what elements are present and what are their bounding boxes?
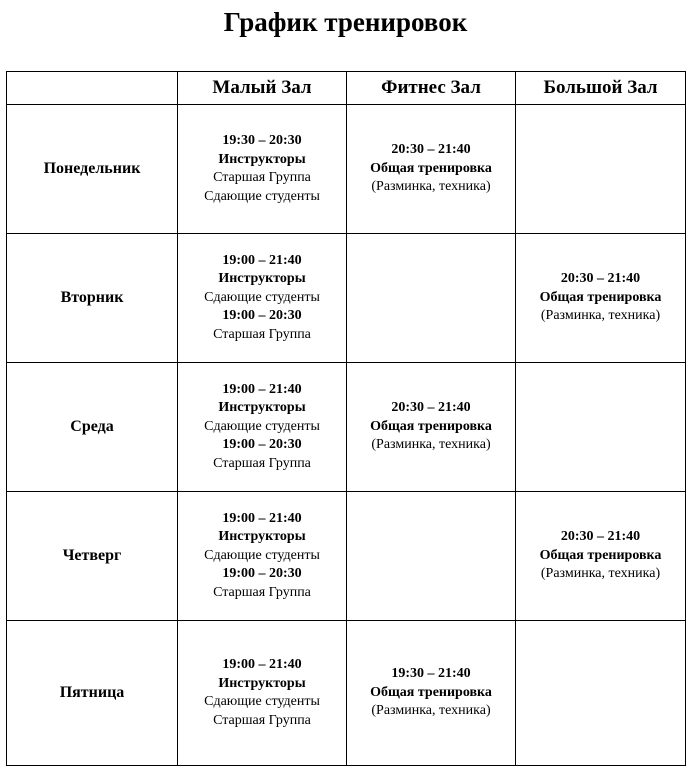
session-heading: Инструкторы	[218, 400, 306, 416]
column-header-small-hall: Малый Зал	[178, 72, 347, 105]
session-detail: Сдающие студенты	[204, 547, 320, 563]
table-row	[7, 105, 686, 234]
day-label: Вторник	[60, 289, 124, 306]
day-cell	[7, 492, 178, 621]
day-cell	[7, 621, 178, 766]
corner-cell	[7, 72, 178, 105]
schedule-cell-small-hall	[178, 234, 347, 363]
day-cell	[7, 234, 178, 363]
schedule-table	[6, 71, 686, 766]
session-heading: 19:00 – 21:40	[222, 510, 302, 526]
schedule-cell-fitness-hall	[347, 363, 516, 492]
table-row	[7, 621, 686, 766]
session-heading: 19:00 – 20:30	[222, 308, 302, 324]
session-detail: Старшая Группа	[213, 170, 311, 185]
schedule-cell-fitness-hall	[347, 105, 516, 234]
schedule-cell-small-hall	[178, 363, 347, 492]
column-header-big-hall: Большой Зал	[516, 72, 686, 105]
session-detail: Старшая Группа	[213, 455, 311, 471]
session-heading: 20:30 – 21:40	[391, 142, 471, 158]
schedule-cell-big-hall	[516, 492, 686, 621]
session-heading: Инструкторы	[218, 271, 306, 287]
table-row	[7, 234, 686, 363]
session-heading: 20:30 – 21:40	[560, 271, 641, 287]
session-heading: 19:00 – 21:40	[222, 657, 302, 672]
schedule-cell-big-hall	[516, 105, 686, 234]
session-heading: Инструкторы	[218, 151, 306, 167]
session-detail: Сдающие студенты	[204, 418, 320, 434]
schedule-cell-fitness-hall	[347, 621, 516, 766]
session-heading: 19:30 – 21:40	[391, 666, 471, 682]
session-detail: (Разминка, техника)	[371, 437, 491, 453]
session-heading: 19:00 – 21:40	[222, 252, 302, 268]
schedule-cell-fitness-hall	[347, 234, 516, 363]
schedule-cell-small-hall	[178, 621, 347, 766]
session-detail: Сдающие студенты	[204, 289, 320, 305]
session-detail: Старшая Группа	[213, 712, 311, 728]
column-header-fitness-hall: Фитнес Зал	[347, 72, 516, 105]
day-label: Понедельник	[43, 160, 141, 177]
session-heading: 19:30 – 20:30	[222, 133, 302, 148]
session-detail: Старшая Группа	[213, 584, 311, 600]
schedule-cell-small-hall	[178, 492, 347, 621]
session-heading: Общая тренировка	[539, 547, 662, 563]
session-detail: (Разминка, техника)	[540, 308, 661, 324]
table-row	[7, 363, 686, 492]
day-label: Четверг	[62, 547, 122, 564]
session-heading: Общая тренировка	[370, 418, 492, 434]
day-cell	[7, 105, 178, 234]
session-detail: (Разминка, техника)	[371, 179, 491, 195]
day-cell	[7, 363, 178, 492]
session-detail: Старшая Группа	[213, 326, 311, 342]
session-detail: (Разминка, техника)	[371, 703, 491, 719]
session-heading: Общая тренировка	[539, 289, 662, 305]
schedule-cell-fitness-hall	[347, 492, 516, 621]
session-heading: Инструкторы	[218, 675, 306, 691]
page-title: График тренировок	[223, 7, 468, 37]
session-heading: 19:00 – 20:30	[222, 566, 302, 582]
day-label: Пятница	[59, 684, 125, 701]
schedule-cell-big-hall	[516, 363, 686, 492]
session-detail: Сдающие студенты	[204, 188, 320, 204]
table-row	[7, 492, 686, 621]
session-heading: 20:30 – 21:40	[391, 400, 471, 416]
header-row	[7, 72, 686, 105]
schedule-cell-small-hall	[178, 105, 347, 234]
session-detail: (Разминка, техника)	[540, 566, 661, 582]
day-label: Среда	[70, 418, 114, 435]
session-heading: Инструкторы	[218, 529, 306, 545]
schedule-cell-big-hall	[516, 621, 686, 766]
session-heading: 19:00 – 21:40	[222, 381, 302, 397]
session-heading: 19:00 – 20:30	[222, 437, 302, 453]
session-heading: Общая тренировка	[370, 684, 492, 700]
schedule-cell-big-hall	[516, 234, 686, 363]
session-heading: Общая тренировка	[370, 160, 492, 176]
session-heading: 20:30 – 21:40	[560, 529, 641, 545]
session-detail: Сдающие студенты	[204, 694, 320, 709]
